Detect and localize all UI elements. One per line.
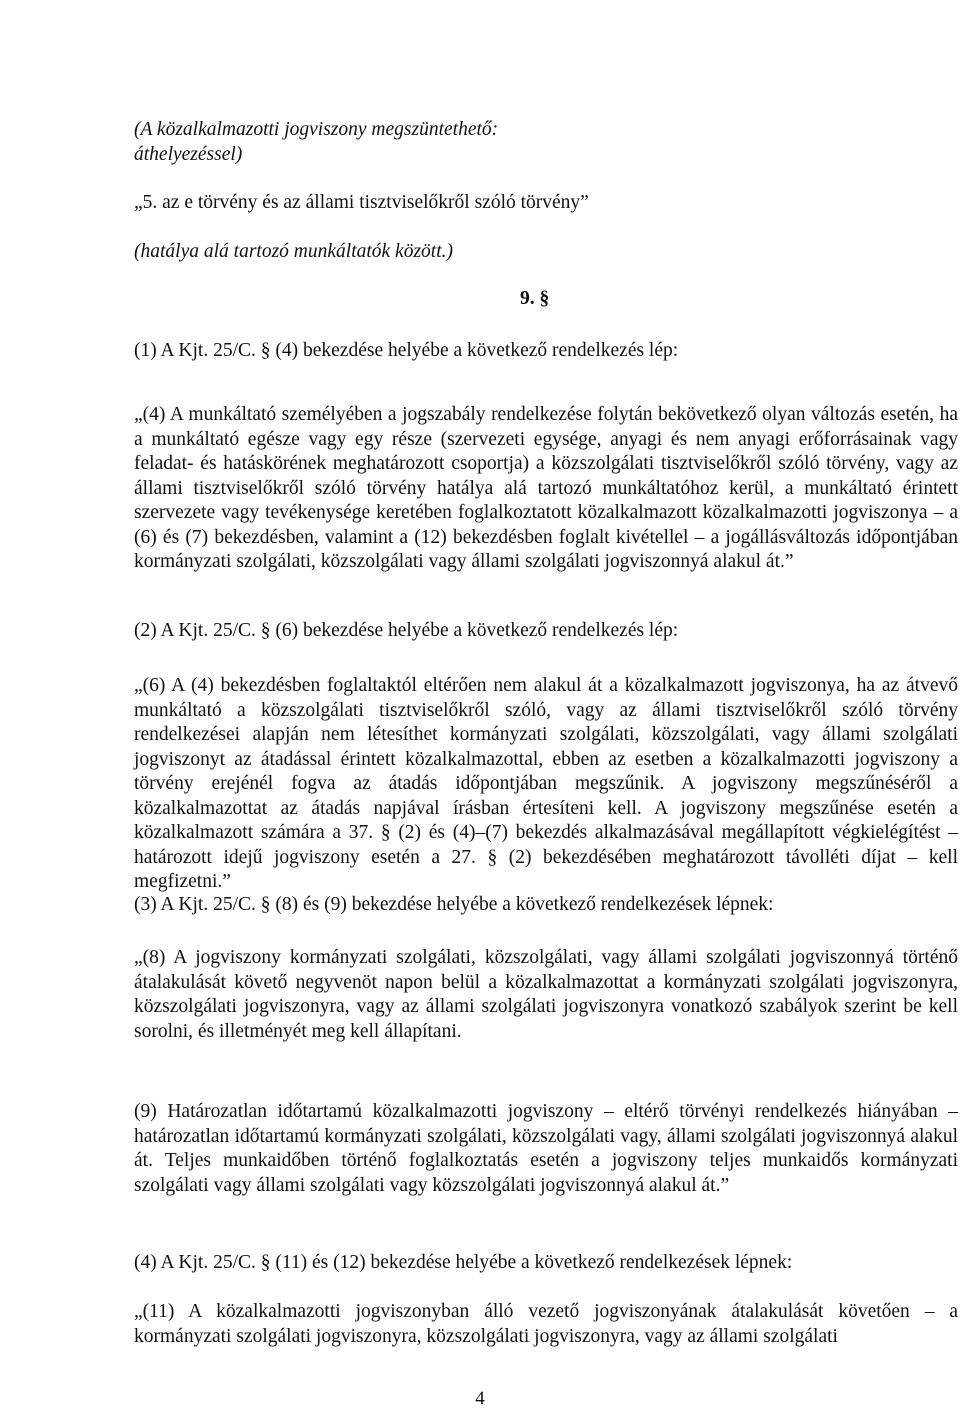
context-heading: (A közalkalmazotti jogviszony megszüntethető: áthelyezéssel) (134, 119, 499, 165)
paragraph-2-text: „(6) A (4) bekezdésben foglaltaktól eltérően nem alakul át a közalkalmazott jogviszonya, ha az átvevő munkáltató a közszolgálati tisztviselőkről szóló, vagy az állami tisztviselőkről szóló törvény rendelkezései alapján nem létesíthet kormányzati szolgálati, közszolgálati, vagy állami szolgálati jogviszonyt az átadással érintett közalkalmazottal, ebben az esetben a közalkalmazotti jogviszony a törvény erejénél fogva az átadás időpontjában megszűnik. A jogviszony megszűnéséről a közalkalmazottat az átadás napjával írásban értesíteni kell. A jogviszony megszűnése esetén a közalkalmazott számára a 37. § (2) és (4)–(7) bekezdés alkalmazásával megállapított végkielégítést – határozott idejű jogviszony esetén a 27. § (2) bekezdésében meghatározott távolléti díjat – kell megfizetni.” (134, 675, 958, 892)
paragraph-1-text: „(4) A munkáltató személyében a jogszabály rendelkezése folytán bekövetkező olyan változás esetén, ha a munkáltató egésze vagy egy része (szervezeti egysége, anyagi és nem anyagi erőforrásainak vagy feladat- és hatáskörének meghatározott csoportja) a közszolgálati tisztviselőkről szóló törvény, vagy az állami tisztviselőkről szóló törvény hatálya alá tartozó munkáltatóhoz kerül, a munkáltató érintett szervezete vagy tevékenysége keretében foglalkoztatott közalkalmazott közalkalmazotti jogviszonya – a (6) és (7) bekezdésben, valamint a (12) bekezdésben foglalt kivétellel – a jogállásváltozás időpontjában kormányzati szolgálati, közszolgálati vagy állami szolgálati jogviszonnyá alakul át.” (134, 404, 958, 572)
page-number: 4 (475, 1388, 485, 1409)
paragraph-4-text: „(11) A közalkalmazotti jogviszonyban álló vezető jogviszonyának átalakulását követően – a kormányzati szolgálati jogviszonyra, közszolgálati jogviszonyra, vagy az állami szolgálati (134, 1301, 958, 1347)
paragraph-3-text-9: (9) Határozatlan időtartamú közalkalmazotti jogviszony – eltérő törvényi rendelkezés hiányában – határozatlan időtartamú kormányzati szolgálati, közszolgálati vagy, állami szolgálati jogviszonnyá alakul át. Teljes munkaidőben történő foglalkoztatás esetén a jogviszony teljes munkaidős kormányzati szolgálati vagy állami szolgálati vagy közszolgálati jogviszonnyá alakul át.” (134, 1101, 958, 1196)
context-subheading: (hatálya alá tartozó munkáltatók között.) (134, 241, 454, 262)
paragraph-3-intro: (3) A Kjt. 25/C. § (8) és (9) bekezdése helyébe a következő rendelkezések lépnek: (134, 894, 774, 915)
paragraph-4-intro: (4) A Kjt. 25/C. § (11) és (12) bekezdése helyébe a következő rendelkezések lépnek: (134, 1252, 793, 1273)
paragraph-1-intro: (1) A Kjt. 25/C. § (4) bekezdése helyébe a következő rendelkezés lép: (134, 340, 679, 361)
section-number: 9. § (520, 288, 550, 309)
paragraph-2-intro: (2) A Kjt. 25/C. § (6) bekezdése helyébe a következő rendelkezés lép: (134, 620, 679, 641)
paragraph-3-text-8: „(8) A jogviszony kormányzati szolgálati, közszolgálati, vagy állami szolgálati jogviszonnyá történő átalakulását követő negyvenöt napon belül a közalkalmazottat a kormányzati szolgálati jogviszonyra, közszolgálati jogviszonyra, vagy az állami szolgálati jogviszonyra vonatkozó szabályok szerint be kell sorolni, és illetményét meg kell állapítani. (134, 947, 958, 1042)
amended-point-5: „5. az e törvény és az állami tisztviselőkről szóló törvény” (134, 192, 589, 213)
